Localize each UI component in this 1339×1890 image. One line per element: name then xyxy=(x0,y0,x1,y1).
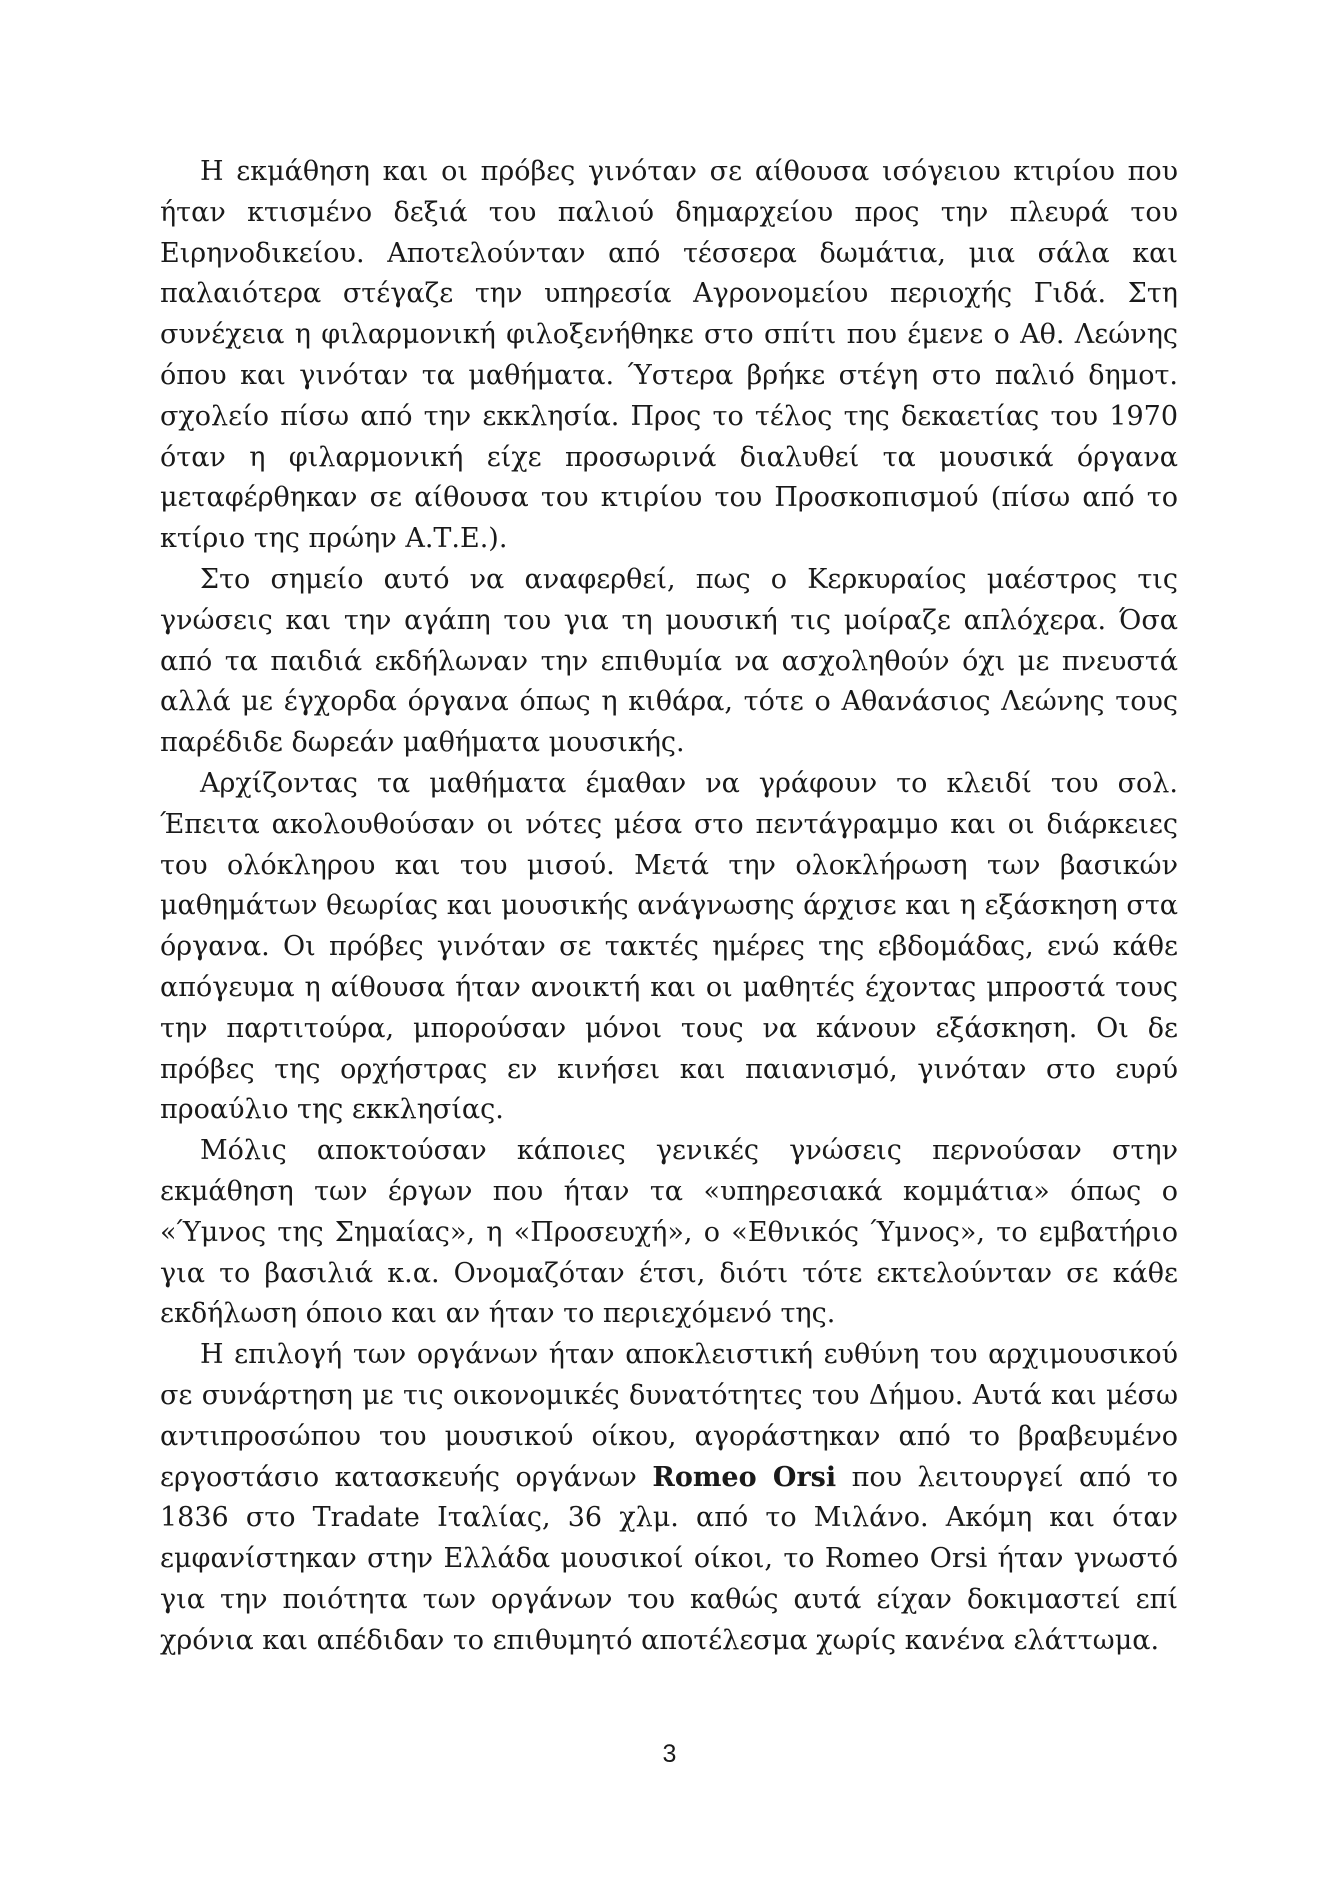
paragraph-1 xyxy=(160,152,1178,560)
paragraph-1-text: Η εκμάθηση και οι πρόβες γινόταν σε αίθουσα ισόγειου κτιρίου που ήταν κτισμένο δεξιά του παλιού δημαρχείου προς την πλευρά του Ειρηνοδικείου. Αποτελούνταν από τέσσερα δωμάτια, μια σάλα και παλαιότερα στέγαζε την υπηρεσία Αγρονομείου περιοχής Γιδά. Στη συνέχεια η φιλαρμονική φιλοξενήθηκε στο σπίτι που έμενε ο Αθ. Λεώνης όπου και γινόταν τα μαθήματα. Ύστερα βρήκε στέγη στο παλιό δημοτ. σχολείο πίσω από την εκκλησία. Προς το τέλος της δεκαετίας του 1970 όταν η φιλαρμονική είχε προσωρινά διαλυθεί τα μουσικά όργανα μεταφέρθηκαν σε αίθουσα του κτιρίου του Προσκοπισμού (πίσω από το κτίριο της πρώην Α.Τ.Ε.). xyxy=(160,156,1178,555)
body-text xyxy=(160,152,1178,1661)
paragraph-2 xyxy=(160,560,1178,764)
paragraph-3 xyxy=(160,764,1178,1131)
paragraph-4-text: Μόλις αποκτούσαν κάποιες γενικές γνώσεις περνούσαν στην εκμάθηση των έργων που ήταν τα «υπηρεσιακά κομμάτια» όπως ο «Ύμνος της Σημαίας», η «Προσευχή», ο «Εθνικός Ύμνος», το εμβατήριο για το βασιλιά κ.α. Ονομαζόταν έτσι, διότι τότε εκτελούνταν σε κάθε εκδήλωση όποιο και αν ήταν το περιεχόμενό της. xyxy=(160,1135,1178,1330)
paragraph-5 xyxy=(160,1335,1178,1661)
paragraph-2-text: Στο σημείο αυτό να αναφερθεί, πως ο Κερκυραίος μαέστρος τις γνώσεις και την αγάπη του για τη μουσική τις μοίραζε απλόχερα. Όσα από τα παιδιά εκδήλωναν την επιθυμία να ασχοληθούν όχι με πνευστά αλλά με έγχορδα όργανα όπως η κιθάρα, τότε ο Αθανάσιος Λεώνης τους παρέδιδε δωρεάν μαθήματα μουσικής. xyxy=(160,563,1178,759)
paragraph-4 xyxy=(160,1131,1178,1335)
paragraph-3-text: Αρχίζοντας τα μαθήματα έμαθαν να γράφουν το κλειδί του σολ. Έπειτα ακολουθούσαν οι νότες μέσα στο πεντάγραμμο και οι διάρκειες του ολόκληρου και του μισού. Μετά την ολοκλήρωση των βασικών μαθημάτων θεωρίας και μουσικής ανάγνωσης άρχισε και η εξάσκηση στα όργανα. Οι πρόβες γινόταν σε τακτές ημέρες της εβδομάδας, ενώ κάθε απόγευμα η αίθουσα ήταν ανοικτή και οι μαθητές έχοντας μπροστά τους την παρτιτούρα, μπορούσαν μόνοι τους να κάνουν εξάσκηση. Οι δε πρόβες της ορχήστρας εν κινήσει και παιανισμό, γινόταν στο ευρύ προαύλιο της εκκλησίας. xyxy=(160,767,1178,1126)
page-number: 3 xyxy=(662,1740,677,1768)
brand-name-bold: Romeo Orsi xyxy=(652,1461,837,1493)
paragraph-5-text-end: που λειτουργεί από το 1836 στο Tradate Ιταλίας, 36 χλμ. από το Μιλάνο. Ακόμη και όταν εμφανίστηκαν στην Ελλάδα μουσικοί οίκοι, το Romeo Orsi ήταν γνωστό για την ποιότητα των οργάνων του καθώς αυτά είχαν δοκιμαστεί επί χρόνια και απέδιδαν το επιθυμητό αποτέλεσμα χωρίς κανένα ελάττωμα. xyxy=(160,1461,1179,1656)
paragraph-5-text-start: Η επιλογή των οργάνων ήταν αποκλειστική ευθύνη του αρχιμουσικού σε συνάρτηση με τις οικονομικές δυνατότητες του Δήμου. Αυτά και μέσω αντιπροσώπου του μουσικού οίκου, αγοράστηκαν από το βραβευμένο εργοστάσιο κατασκευής οργάνων xyxy=(160,1339,1178,1493)
